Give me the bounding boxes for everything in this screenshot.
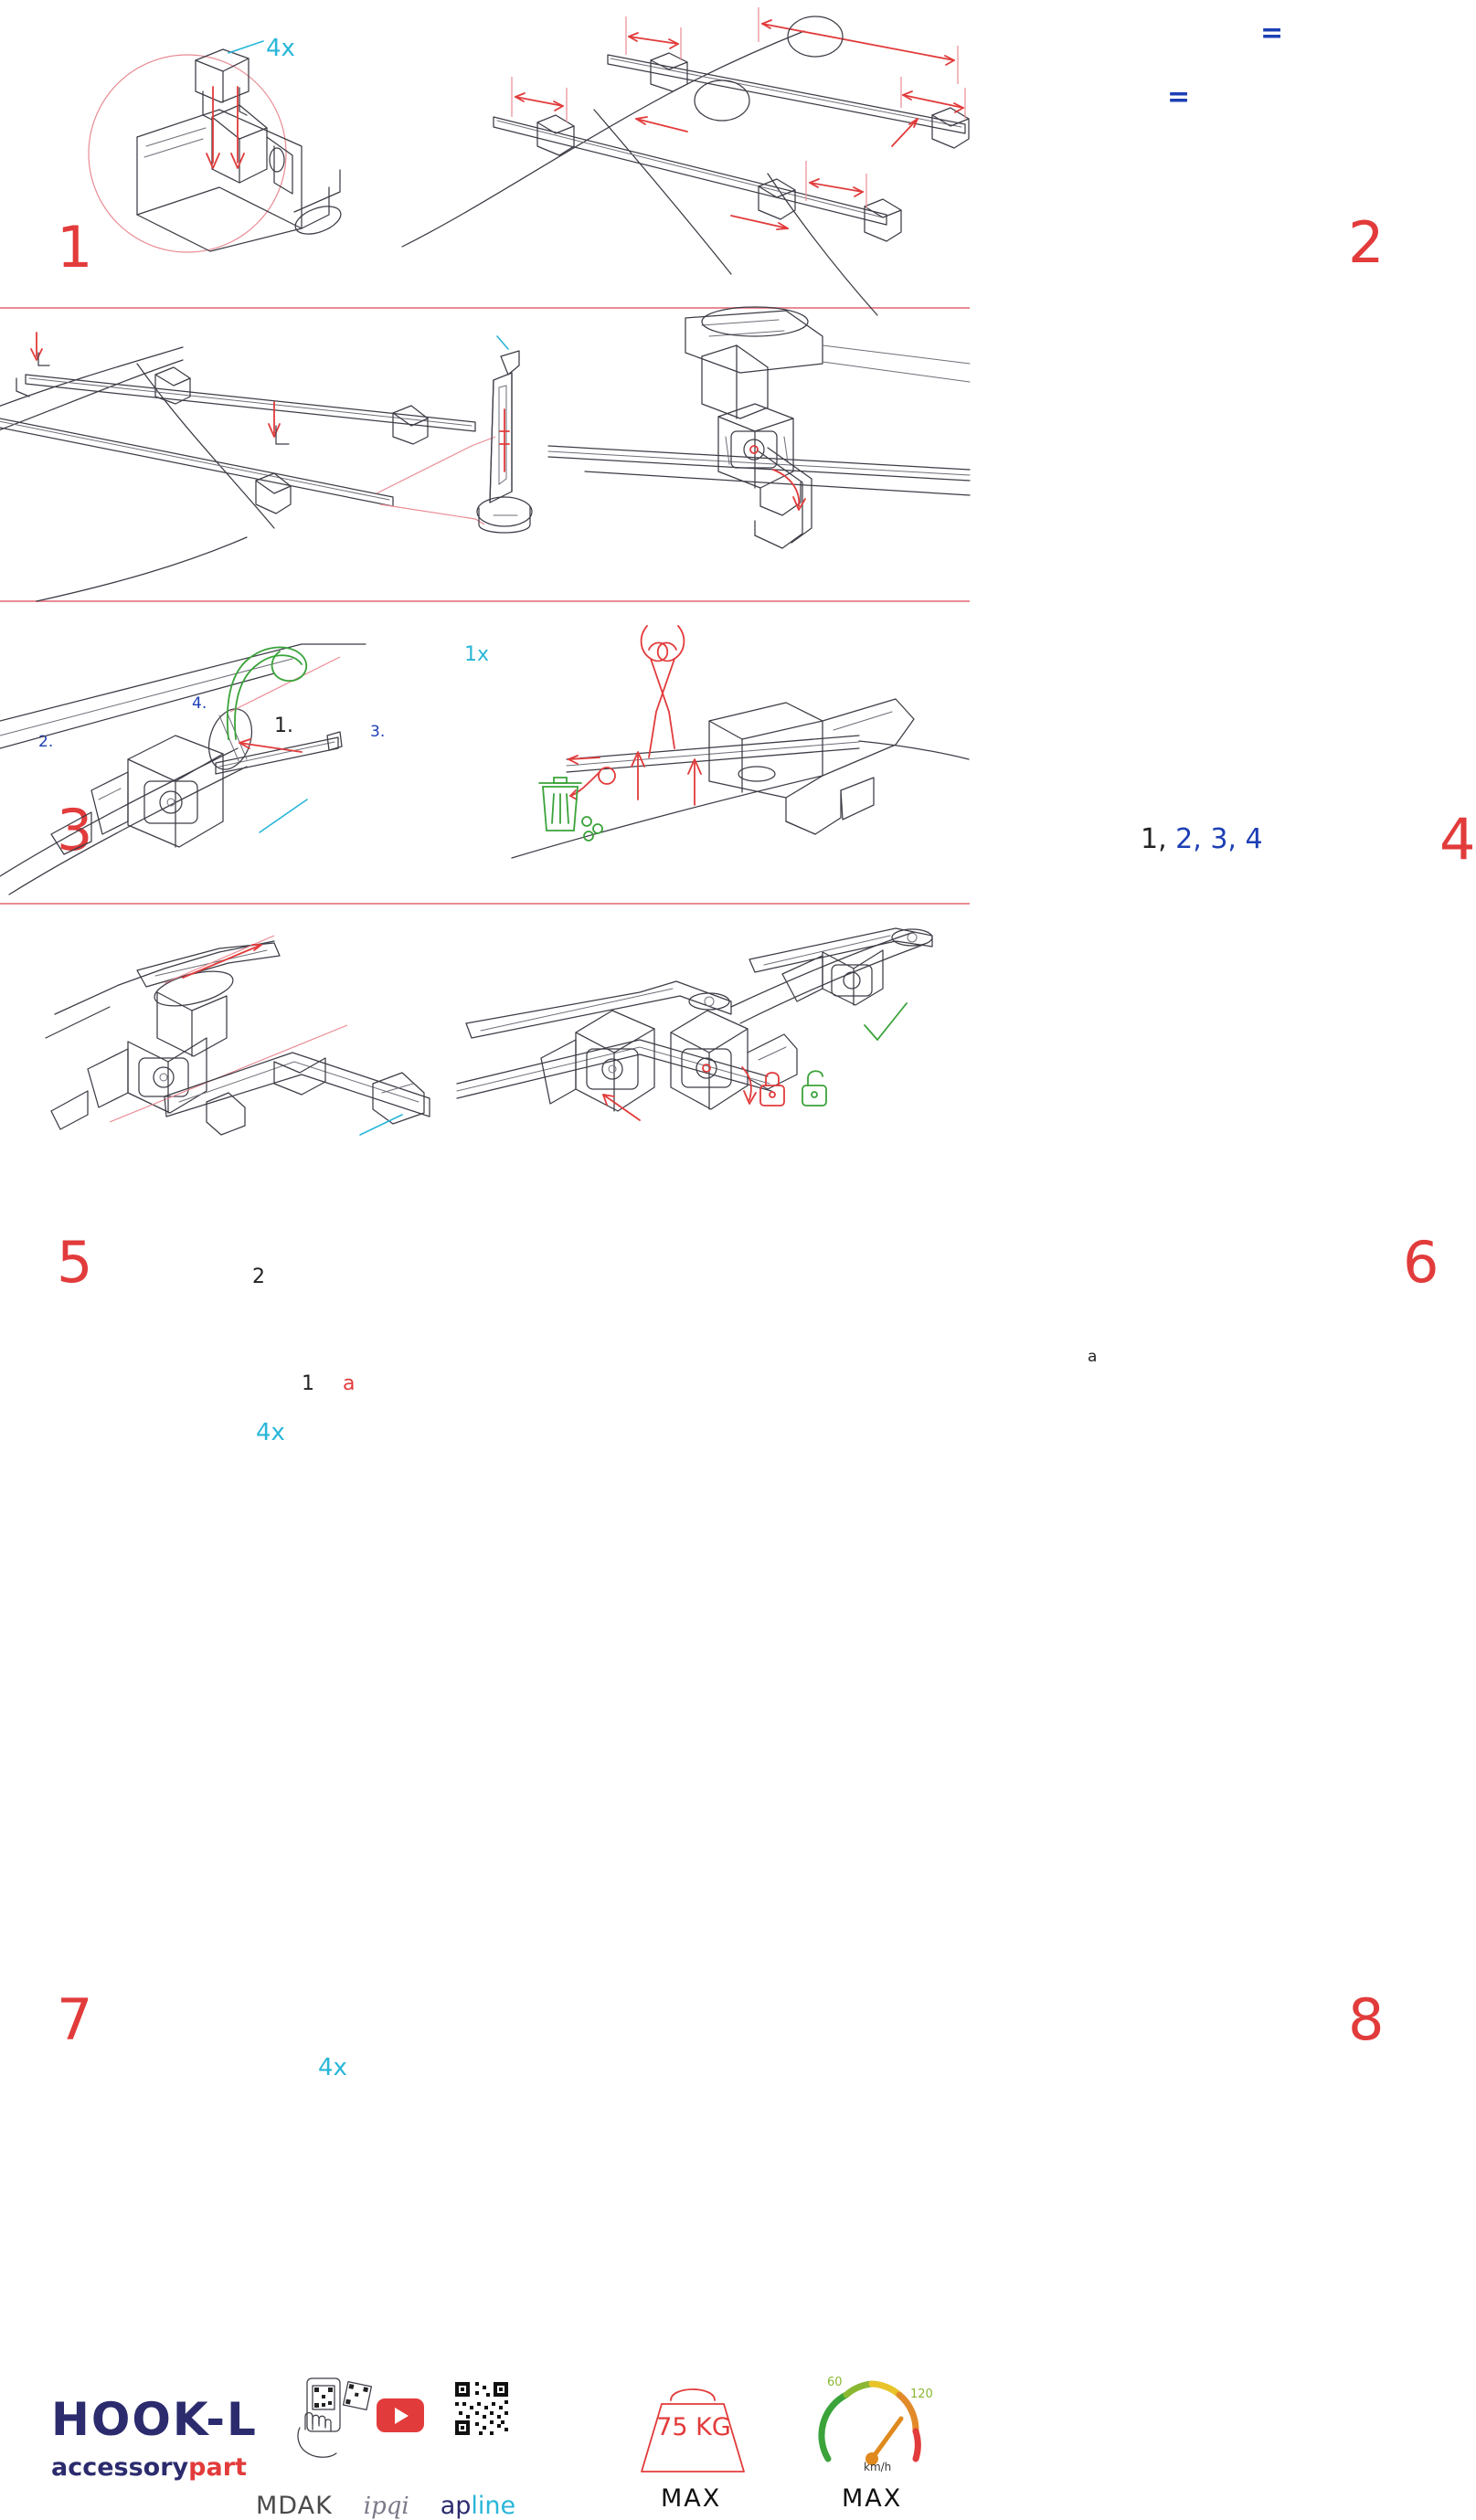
apline-logo-part1: ap: [440, 2492, 472, 2520]
annotation-step7-4x: 4x: [318, 2054, 347, 2081]
step-panel-5: [0, 602, 512, 1446]
partner-logos: [256, 2492, 515, 2520]
step-2-illustration: [457, 0, 970, 307]
step-number-8: 8: [1348, 1986, 1386, 2053]
mdak-logo: MDAK: [256, 2492, 333, 2520]
scan-qr-icon[interactable]: [294, 2377, 371, 2461]
brand-name-part2: part: [188, 2453, 247, 2482]
step-number-4: 4: [1439, 806, 1476, 873]
step-number-5: 5: [57, 1229, 94, 1296]
annotation-step5-4x: 4x: [256, 1419, 285, 1446]
product-title: HOOK-L: [51, 2393, 258, 2446]
load-limit-label: MAX: [661, 2484, 722, 2513]
gauge-tick-120: 120: [910, 2388, 933, 2401]
annotation-step3-1x: 1x: [464, 643, 490, 666]
step-8-illustration: [457, 905, 970, 1183]
step-panel-1: [0, 0, 457, 307]
step-number-7: 7: [57, 1986, 94, 2053]
annotation-step3-2: 2.: [38, 733, 54, 751]
step-panel-8: [457, 905, 1386, 2053]
step-panel-6: [512, 602, 1440, 1366]
annotation-step6-a: a: [1088, 1348, 1098, 1366]
brand-block: [51, 2393, 258, 2482]
step-7-illustration: [0, 905, 457, 1183]
apline-logo: [441, 2492, 515, 2520]
step-5-illustration: [0, 602, 512, 903]
ipqi-logo: ipqi: [363, 2493, 409, 2520]
annotation-step5-2: 2: [252, 1265, 265, 1288]
qr-code[interactable]: [453, 2380, 510, 2437]
annotation-step3-4: 4.: [192, 694, 207, 713]
annotation-step2-equal-2: =: [1260, 17, 1284, 49]
annotation-step5-1: 1: [302, 1372, 314, 1395]
annotation-step4-3: 3,: [1210, 823, 1237, 855]
step-4-illustration: [548, 309, 970, 600]
step-number-2: 2: [1348, 209, 1386, 276]
step-panel-7: [0, 905, 457, 2081]
load-limit-value: 75 KG: [656, 2413, 731, 2441]
annotation-step4-2: 2,: [1175, 823, 1202, 855]
step-panel-4: [548, 309, 1476, 873]
step-number-3: 3: [57, 797, 94, 863]
youtube-play-icon[interactable]: [377, 2398, 424, 2432]
annotation-step4-4: 4: [1245, 823, 1263, 855]
step-number-1: 1: [57, 214, 94, 281]
step-panel-2: [457, 0, 1386, 307]
apline-logo-part2: line: [471, 2492, 516, 2520]
annotation-step3-3: 3.: [370, 723, 386, 741]
speed-unit-label: km/h: [864, 2461, 892, 2473]
annotation-step1-4x: 4x: [266, 35, 295, 62]
step-3-illustration: [0, 309, 548, 600]
speed-limit-label: MAX: [842, 2484, 903, 2513]
annotation-step2-equal-1: =: [1167, 81, 1191, 113]
play-triangle: [395, 2408, 409, 2424]
annotation-step3-1: 1.: [274, 715, 293, 737]
load-limit-icon: [631, 2377, 755, 2479]
annotation-step4-1: 1,: [1141, 823, 1167, 855]
step-number-6: 6: [1403, 1229, 1440, 1296]
gauge-tick-60: 60: [827, 2376, 843, 2389]
annotation-step4-sequence: [1141, 823, 1263, 855]
annotation-step5-a: a: [343, 1372, 356, 1395]
brand-name-part1: accessory: [51, 2453, 189, 2482]
step-6-illustration: [512, 602, 970, 903]
step-panel-3: [0, 309, 548, 863]
brand-name: [51, 2455, 258, 2480]
